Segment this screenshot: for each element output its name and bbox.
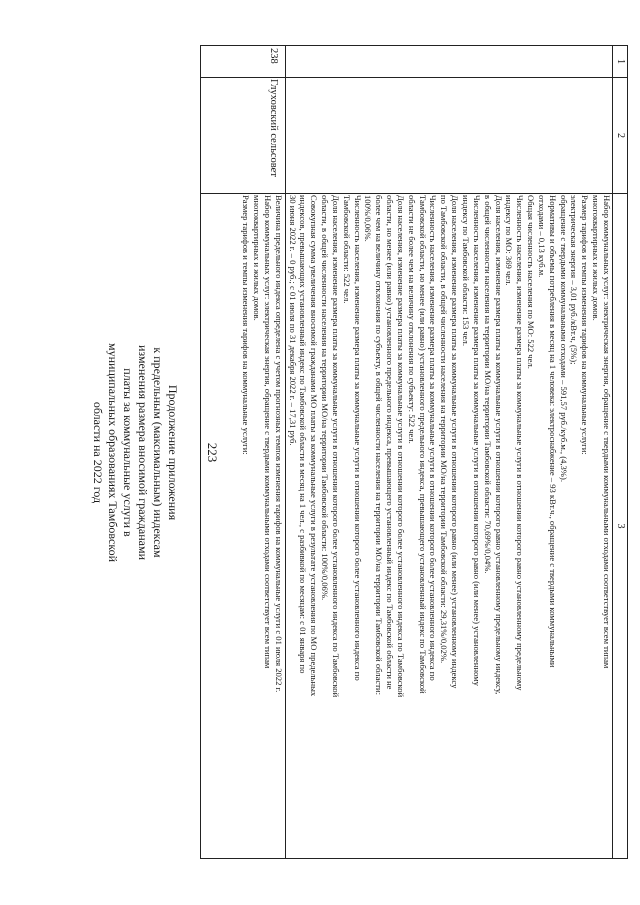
row-municipality: Глуховский сельсовет [268,79,279,177]
text-line: Численность населения, изменение размера платы за коммунальные услуги в отношении которого равно установленному предельному [515,195,526,691]
text-line: обращение с твердыми коммунальными отходами – 591,57 руб./куб.м., (4,3%). [558,195,569,482]
heading-line: области на 2022 год [91,401,105,504]
text-line: электрическая энергия – 3,01 руб./кВт.ч, (5%); [569,195,580,365]
text-line: Размер тарифов и темпы изменения тарифов на коммунальные услуги: [241,195,252,455]
text-line: области, в общей численности населения на территории МО/на территории Тамбовской области: 100%/0,06%. [320,195,331,601]
row-description [241,195,284,855]
column-header: 1 [615,59,626,64]
column-header: 3 [615,523,626,529]
text-line: более чем на величину отклонения по субъекту, в общей численности населения на территории МО/на территории Тамбовской области: [374,195,385,695]
text-line: отходами – 0,13 куб.м. [536,195,547,278]
text-line: Совокупная сумма увеличения вносимой гражданами МО платы за коммунальные услуги в результате установления по МО предельных [309,195,320,697]
text-line: индексу по Тамбовской области: 153 чел. [461,195,472,346]
text-line: индексов, превышающих установленный индекс по Тамбовской области в месяц на 1 чел., с разбивкой по месяцам: с 01 января по [298,195,309,674]
text-line: Общая численность населения по МО: 522 чел. [526,195,537,369]
appendix-heading [90,0,180,905]
text-line: области, но менее (или равно) установленного предельного индекса, превышающего установленный индекс по Тамбовской области не [385,195,396,690]
text-line: Доля населения, изменение размера платы за коммунальные услуги в отношении которого равно установленному предельному индексу, [493,195,504,695]
text-line: Доля населения, изменение размера платы за коммунальные услуги в отношении которого более установленного индекса по Тамбовской [395,195,406,698]
text-line: Численность населения, изменение размера платы за коммунальные услуги в отношении которого более установленного индекса по [428,195,439,681]
text-line: Численность населения, изменение размера платы за коммунальные услуги в отношении которого равно (или менее) установленному [471,195,482,686]
row-divider [285,46,286,858]
heading-line: изменения размера вносимой гражданами [136,344,150,561]
text-line: области не более чем на величину отклонения по субъекту: 522 чел. [406,195,417,444]
heading-line: муниципальных образованиях Тамбовской [106,343,120,562]
text-line: Размер тарифов и темпы изменения тарифов на коммунальные услуги: [580,195,591,455]
text-line: многоквартирных и жилых домов. [591,195,602,321]
row-description [287,195,612,855]
page-number: 223 [205,442,220,463]
text-line: Доля населения, изменение размера платы за коммунальные услуги в отношении которого равно (или менее) установленному индексу [450,195,461,689]
row-number: 238 [268,48,279,64]
text-line: Нормативы и объемы потребления в месяц на 1 человека: электроснабжение – 93 кВт.ч., обращение с твердыми коммунальными [547,195,558,668]
text-line: многоквартирных и жилых домов. [252,195,263,321]
heading-line: Продолжение приложения [166,384,180,521]
heading-line: платы за коммунальные услуги в [121,368,135,537]
indices-table [200,45,628,859]
text-line: индексу по МО: 369 чел. [504,195,515,286]
text-line: Тамбовской области: 522 чел. [341,195,352,304]
text-line: Набор коммунальных услуг: электрическая энергия, обращение с твердыми коммунальными отходами соответствует всем типам [602,195,612,669]
text-line: 30 июня 2022 г. – 0 руб.; с 01 июля по 31 декабря 2022 г. – 17,31 руб. [287,195,298,446]
text-line: 100%/0,06%. [363,195,374,242]
heading-line: к предельным (максимальным) индексам [151,347,165,558]
column-divider [201,77,627,78]
column-divider [201,193,627,194]
text-line: Набор коммунальных услуг: электрическая энергия, обращение с твердыми коммунальными отходами соответствует всем типам [263,195,274,669]
text-line: Тамбовской области, но менее (или равно) установленного предельного индекса, превышающего установленный индекс по Тамбовской [417,195,428,694]
text-line: в общей численности населения на территории МО/на территории Тамбовской области: 70,69%/0,04%. [482,195,493,574]
text-line: Величина предельного индекса определена с учетом прогнозных темпов изменения тарифов на коммунальные услуги с 01 июля 2022 г. [274,195,284,693]
text-line: Численность населения, изменение размера платы за коммунальные услуги в отношении которого более установленного индекса по [352,195,363,681]
table-header-row [612,46,627,858]
column-header: 2 [615,133,626,138]
text-line: Доля населения, изменение размера платы за коммунальные услуги в отношении которого более установленного индекса по Тамбовской [330,195,341,698]
text-line: по Тамбовской области, в общей численности населения на территории МО/на территории Тамбовской области: 29,31%/0,02%. [439,195,450,664]
